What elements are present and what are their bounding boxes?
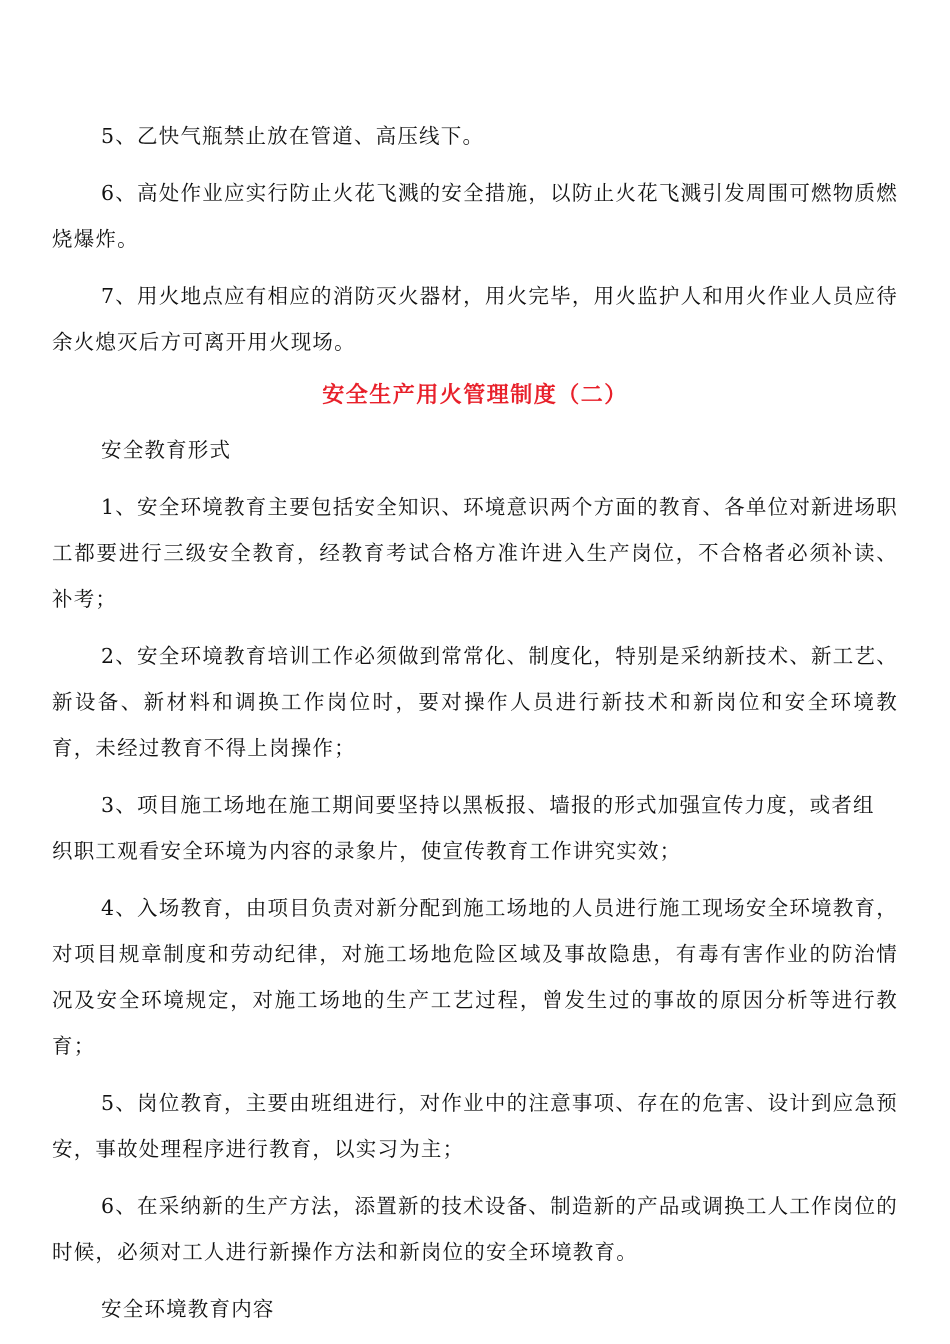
education-item-6: 6、在采纳新的生产方法，添置新的技术设备、制造新的产品或调换工人工作岗位的时候，必须对工人进行新操作方法和新岗位的安全环境教育。 xyxy=(52,1194,898,1264)
paragraph-item-6-spark-prevention: 6、高处作业应实行防止火花飞溅的安全措施，以防止火花飞溅引发周围可燃物质燃烧爆炸。 xyxy=(52,181,898,251)
education-item-5: 5、岗位教育，主要由班组进行，对作业中的注意事项、存在的危害、设计到应急预安，事故处理程序进行教育，以实习为主； xyxy=(52,1091,898,1161)
education-item-1: 1、安全环境教育主要包括安全知识、环境意识两个方面的教育、各单位对新进场职工都要进行三级安全教育，经教育考试合格方准许进入生产岗位，不合格者必须补读、补考； xyxy=(52,495,898,611)
paragraph-item-5-cylinder: 5、乙快气瓶禁止放在管道、高压线下。 xyxy=(101,124,485,148)
paragraph-item-7-fire-equipment: 7、用火地点应有相应的消防灭火器材，用火完毕，用火监护人和用火作业人员应待余火熄灭后方可离开用火现场。 xyxy=(52,284,898,354)
education-item-3-part-1: 3、项目施工场地在施工期间要坚持以黑板报、墙报的形式加强宣传力度，或者组 xyxy=(101,793,875,817)
education-item-4: 4、入场教育，由项目负责对新分配到施工场地的人员进行施工现场安全环境教育，对项目规章制度和劳动纪律，对施工场地危险区域及事故隐患，有毒有害作业的防治情况及安全环境规定，对施工场地的生产工艺过程，曾发生过的事故的原因分析等进行教育； xyxy=(52,896,898,1058)
subheading-education-form: 安全教育形式 xyxy=(101,438,232,462)
education-item-3-part-2: 织职工观看安全环境为内容的录象片，使宣传教育工作讲究实效； xyxy=(52,839,682,863)
education-item-2: 2、安全环境教育培训工作必须做到常常化、制度化，特别是采纳新技术、新工艺、新设备、新材料和调换工作岗位时，要对操作人员进行新技术和新岗位和安全环境教育，未经过教育不得上岗操作； xyxy=(52,644,898,760)
subheading-education-content: 安全环境教育内容 xyxy=(101,1297,275,1321)
section-title: 安全生产用火管理制度（二） xyxy=(322,382,628,408)
